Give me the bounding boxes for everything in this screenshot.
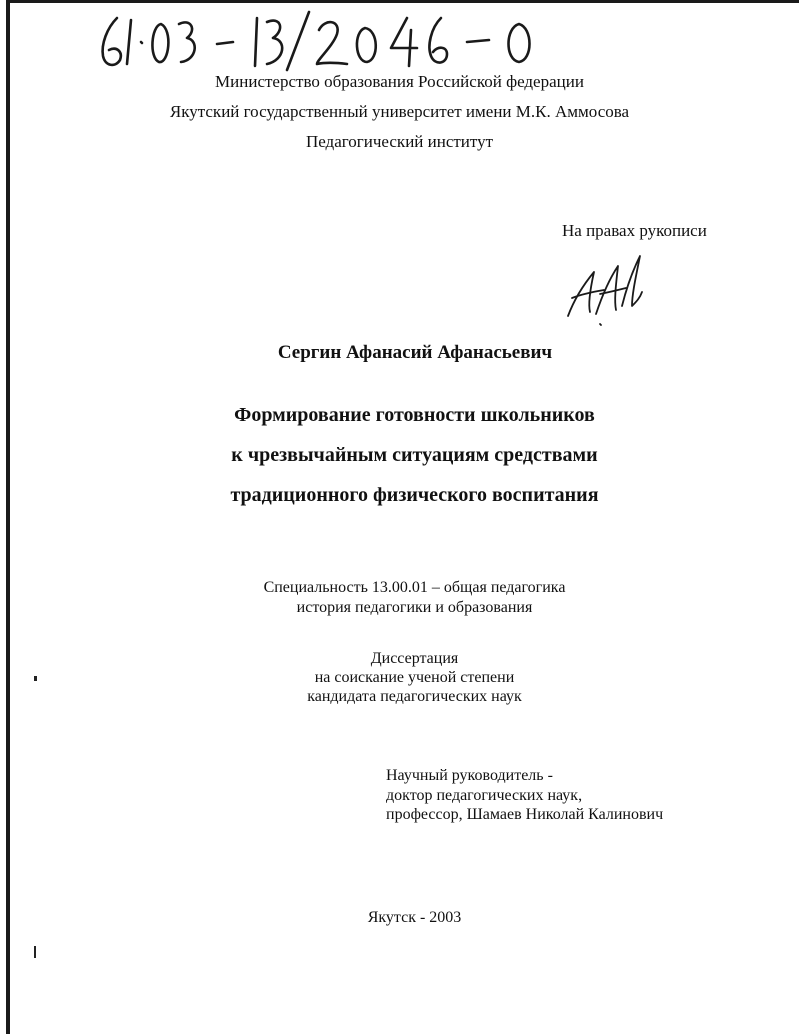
advisor-line: доктор педагогических наук, [386,787,583,804]
scan-top-border [6,0,799,3]
scan-speck [34,676,37,681]
institute-line: Педагогический институт [305,132,494,151]
author-name: Сергин Афанасий Афанасьевич [277,342,553,363]
dissertation-title-line: к чрезвычайным ситуациям средствами [231,444,598,466]
handwritten-archive-code [95,8,565,74]
scan-speck [34,946,36,958]
dissertation-title-line: Формирование готовности школьников [234,404,595,426]
signature [560,250,650,328]
dissertation-type-line: Диссертация [370,650,459,667]
dissertation-title-line: традиционного физического воспитания [230,484,599,506]
manuscript-rights: На правах рукописи [562,221,707,240]
dissertation-type-line: кандидата педагогических наук [307,688,522,705]
university-line: Якутский государственный университет имени М.К. Аммосова [169,102,630,121]
advisor-line: профессор, Шамаев Николай Калинович [386,806,664,823]
ministry-line: Министерство образования Российской федерации [215,72,584,91]
specialty-line: история педагогики и образования [296,599,533,616]
city-year: Якутск - 2003 [367,909,462,926]
scan-left-border [6,0,10,1034]
dissertation-type-line: на соискание ученой степени [314,669,515,686]
advisor-line: Научный руководитель - [386,767,553,784]
specialty-line: Специальность 13.00.01 – общая педагогика [263,579,566,596]
